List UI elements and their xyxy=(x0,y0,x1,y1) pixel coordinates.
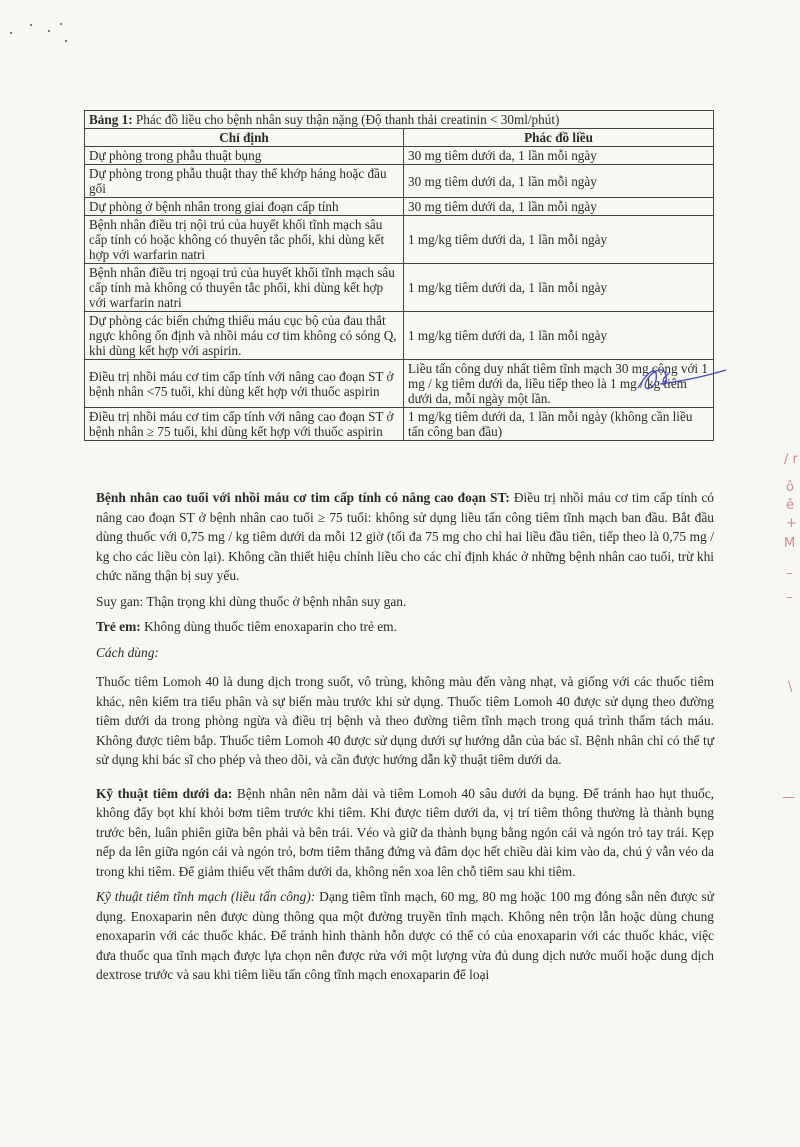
stamp-glyph: \ xyxy=(788,680,793,695)
stamp-glyph: + xyxy=(786,516,797,531)
usage-paragraph: Thuốc tiêm Lomoh 40 là dung dịch trong suốt, vô trùng, không màu đến vàng nhạt, và giống với các thuốc tiêm khác, nên kiểm tra tiểu phân và sự biến màu trước khi sử dụng. Thuốc tiêm Lomoh 40 được sử dụng theo đường tiêm dưới da trong phòng ngừa và điều trị bệnh và theo đường tiêm tĩnh mạch trong quá trình thẩm tách máu. Không được tiêm bắp. Thuốc tiêm Lomoh 40 được sử dụng dưới sự hướng dẫn của bác sĩ. Bệnh nhân chỉ có thể tự sử dụng khi bác sĩ cho phép và theo dõi, và cần được hướng dẫn kỹ thuật tiêm dưới da. xyxy=(96,674,714,767)
indication-cell: Điều trị nhồi máu cơ tim cấp tính với nâng cao đoạn ST ở bệnh nhân ≥ 75 tuổi, khi dùng kết hợp với thuốc aspirin xyxy=(85,408,404,441)
indication-cell: Dự phòng trong phẫu thuật thay thế khớp háng hoặc đầu gối xyxy=(85,165,404,198)
children-text: Không dùng thuốc tiêm enoxaparin cho trẻ em. xyxy=(140,619,397,634)
dosage-cell: 30 mg tiêm dưới da, 1 lần mỗi ngày xyxy=(404,165,714,198)
indication-cell: Dự phòng ở bệnh nhân trong giai đoạn cấp tính xyxy=(85,198,404,216)
indication-cell: Điều trị nhồi máu cơ tim cấp tính với nâng cao đoạn ST ở bệnh nhân <75 tuổi, khi dùng kết hợp với thuốc aspirin xyxy=(85,360,404,408)
stamp-glyph: — xyxy=(782,790,795,805)
table-row xyxy=(85,198,714,216)
scan-specks xyxy=(8,18,78,58)
subq-paragraph xyxy=(96,784,714,882)
margin-stamp-fragment xyxy=(770,440,800,820)
handwritten-initials-mark xyxy=(630,358,730,408)
header-indication: Chỉ định xyxy=(85,129,404,147)
usage-heading: Cách dùng: xyxy=(96,644,159,660)
table-row xyxy=(85,312,714,360)
dosage-cell: 1 mg/kg tiêm dưới da, 1 lần mỗi ngày xyxy=(404,216,714,264)
table-row xyxy=(85,165,714,198)
table-caption-label: Bảng 1: xyxy=(89,112,133,127)
table-caption-text: Phác đồ liều cho bệnh nhân suy thận nặng (Độ thanh thải creatinin < 30ml/phút) xyxy=(132,112,560,127)
stamp-glyph: M xyxy=(784,536,796,551)
elderly-section xyxy=(96,488,714,985)
dosage-table xyxy=(84,110,714,441)
dosage-cell: 1 mg/kg tiêm dưới da, 1 lần mỗi ngày xyxy=(404,312,714,360)
indication-cell: Bệnh nhân điều trị ngoại trú của huyết khối tĩnh mạch sâu cấp tính mà không có thuyên tắc phổi, khi dùng kết hợp với warfarin natri xyxy=(85,264,404,312)
stamp-glyph: ô xyxy=(786,480,794,495)
dosage-cell: 30 mg tiêm dưới da, 1 lần mỗi ngày xyxy=(404,147,714,165)
table-row xyxy=(85,264,714,312)
dosage-cell: 1 mg/kg tiêm dưới da, 1 lần mỗi ngày xyxy=(404,264,714,312)
children-paragraph xyxy=(96,617,714,637)
indication-cell: Dự phòng trong phẫu thuật bụng xyxy=(85,147,404,165)
liver-paragraph: Suy gan: Thận trọng khi dùng thuốc ở bệnh nhân suy gan. xyxy=(96,593,407,609)
table-row xyxy=(85,147,714,165)
elderly-title: Bệnh nhân cao tuổi với nhồi máu cơ tim cấp tính có nâng cao đoạn ST: xyxy=(96,490,510,505)
table-caption xyxy=(84,110,714,128)
stamp-glyph: ê xyxy=(786,498,794,513)
header-dosage: Phác đồ liều xyxy=(404,129,714,147)
dosage-cell: 30 mg tiêm dưới da, 1 lần mỗi ngày xyxy=(404,198,714,216)
subq-text: Bệnh nhân nên nằm dài và tiêm Lomoh 40 sâu dưới da bụng. Để tránh hao hụt thuốc, không đẩy bọt khí khỏi bơm tiêm trước khi tiêm. Khi được tiêm dưới da, vị trí tiêm thông thường là thành bụng trước bên, luân phiên giữa bên phải và bên trái. Véo và giữ da thành bụng bằng ngón cái và ngón trỏ tay trái. Kẹp nếp da lên giữa ngón cái và ngón trỏ, bơm tiêm thẳng đứng và đâm dọc hết chiều dài kim vào da, chú ý vẫn véo da trong khi tiêm. Để giảm thiểu vết thâm dưới da, không nên xoa lên chỗ tiêm sau khi tiêm. xyxy=(96,785,714,879)
children-title: Trẻ em: xyxy=(96,619,141,634)
stamp-glyph: / r xyxy=(784,452,798,467)
stamp-glyph: – xyxy=(786,590,793,605)
table-row xyxy=(85,408,714,441)
indication-cell: Dự phòng các biến chứng thiếu máu cục bộ của đau thắt ngực không ổn định và nhồi máu cơ tim không có sóng Q, khi dùng kết hợp với aspirin. xyxy=(85,312,404,360)
iv-text: Dạng tiêm tĩnh mạch, 60 mg, 80 mg hoặc 100 mg đóng sẵn nên được sử dụng. Enoxaparin nên được dùng thông qua một đường truyền tĩnh mạch. Không nên trộn lẫn hoặc dùng chung enoxaparin với các thuốc khác. Để tránh hình thành hỗn dược có thể có của enoxaparin với các thuốc khác, việc đưa thuốc qua tĩnh mạch được lựa chọn nên được rửa với một lượng vừa đủ dung dịch nước muối hoặc dung dịch dextrose trước và sau khi tiêm liều tấn công tĩnh mạch enoxaparin để loại xyxy=(96,889,714,982)
iv-title: Kỹ thuật tiêm tĩnh mạch (liều tấn công): xyxy=(96,889,316,904)
table-row xyxy=(85,216,714,264)
elderly-paragraph xyxy=(96,488,714,586)
elderly-text: Điều trị nhồi máu cơ tim cấp tính có nâng cao đoạn ST ở bệnh nhân cao tuổi ≥ 75 tuổi: không sử dụng liều tấn công tiêm tĩnh mạch ban đầu. Bắt đầu dùng thuốc với 0,75 mg / kg tiêm dưới da mỗi 12 giờ (tối đa 75 mg cho chỉ hai liều đầu tiên, tiếp theo là 0,75 mg / kg cho các liều còn lại). Không cần thiết hiệu chỉnh liều cho các chỉ định khác ở những bệnh nhân cao tuổi, trừ khi chức năng thận bị suy yếu. xyxy=(96,490,714,583)
subq-title: Kỹ thuật tiêm dưới da: xyxy=(96,785,233,801)
table-row xyxy=(85,360,714,408)
stamp-glyph: – xyxy=(786,566,793,581)
dosage-cell: Liều tấn công duy nhất tiêm tĩnh mạch 30 mg cộng với 1 mg / kg tiêm dưới da, liều tiếp theo là 1 mg / kg tiêm dưới da, mỗi ngày một lần. xyxy=(404,360,714,408)
table-header-row xyxy=(85,129,714,147)
iv-paragraph xyxy=(96,887,714,985)
indication-cell: Bệnh nhân điều trị nội trú của huyết khối tĩnh mạch sâu cấp tính có hoặc không có thuyên tắc phổi, khi dùng kết hợp với warfarin natri xyxy=(85,216,404,264)
dosage-cell: 1 mg/kg tiêm dưới da, 1 lần mỗi ngày (không cần liều tấn công ban đầu) xyxy=(404,408,714,441)
